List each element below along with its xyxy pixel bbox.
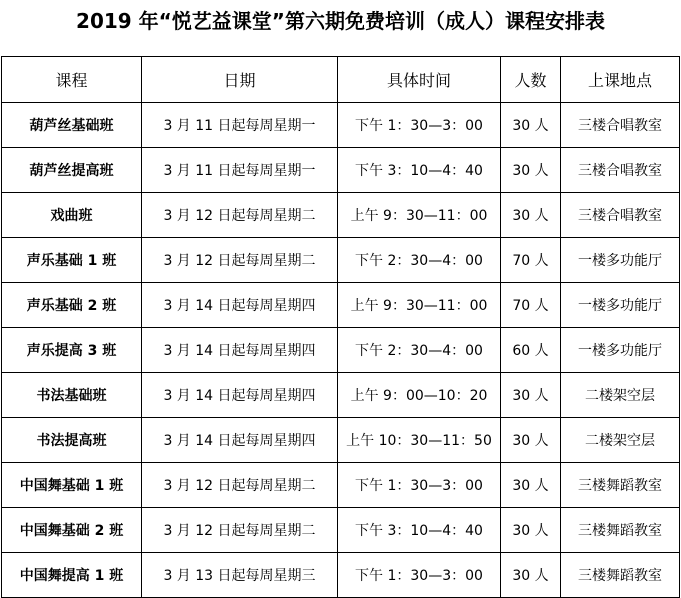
date-cell: 3 月 14 日起每周星期四 xyxy=(142,418,338,463)
count-cell: 70 人 xyxy=(501,238,561,283)
location-cell: 三楼舞蹈教室 xyxy=(561,463,680,508)
table-row xyxy=(2,508,680,553)
table-row xyxy=(2,103,680,148)
date-cell: 3 月 12 日起每周星期二 xyxy=(142,463,338,508)
location-cell: 一楼多功能厅 xyxy=(561,238,680,283)
course-cell: 中国舞提高 1 班 xyxy=(2,553,142,598)
location-cell: 三楼舞蹈教室 xyxy=(561,508,680,553)
date-cell: 3 月 14 日起每周星期四 xyxy=(142,373,338,418)
header-course: 课程 xyxy=(2,57,142,103)
count-cell: 30 人 xyxy=(501,553,561,598)
document-title: 2019 年“悦艺益课堂”第六期免费培训（成人）课程安排表 xyxy=(76,9,605,33)
time-cell: 下午 1：30—3：00 xyxy=(338,553,501,598)
table-row xyxy=(2,148,680,193)
header-location: 上课地点 xyxy=(561,57,680,103)
count-cell: 30 人 xyxy=(501,148,561,193)
time-cell: 下午 3：10—4：40 xyxy=(338,508,501,553)
table-row xyxy=(2,373,680,418)
time-cell: 下午 1：30—3：00 xyxy=(338,463,501,508)
count-cell: 30 人 xyxy=(501,418,561,463)
header-count: 人数 xyxy=(501,57,561,103)
course-cell: 葫芦丝基础班 xyxy=(2,103,142,148)
date-cell: 3 月 11 日起每周星期一 xyxy=(142,103,338,148)
course-cell: 声乐基础 2 班 xyxy=(2,283,142,328)
table-row xyxy=(2,418,680,463)
location-cell: 二楼架空层 xyxy=(561,373,680,418)
header-date: 日期 xyxy=(142,57,338,103)
table-row xyxy=(2,463,680,508)
date-cell: 3 月 11 日起每周星期一 xyxy=(142,148,338,193)
time-cell: 上午 10：30—11：50 xyxy=(338,418,501,463)
table-row xyxy=(2,328,680,373)
course-cell: 声乐基础 1 班 xyxy=(2,238,142,283)
location-cell: 三楼合唱教室 xyxy=(561,193,680,238)
location-cell: 三楼舞蹈教室 xyxy=(561,553,680,598)
table-row xyxy=(2,283,680,328)
table-header-row xyxy=(2,57,680,103)
course-cell: 书法提高班 xyxy=(2,418,142,463)
course-cell: 书法基础班 xyxy=(2,373,142,418)
course-cell: 中国舞基础 1 班 xyxy=(2,463,142,508)
location-cell: 一楼多功能厅 xyxy=(561,328,680,373)
table-row xyxy=(2,553,680,598)
time-cell: 下午 2：30—4：00 xyxy=(338,238,501,283)
course-cell: 声乐提高 3 班 xyxy=(2,328,142,373)
location-cell: 一楼多功能厅 xyxy=(561,283,680,328)
date-cell: 3 月 12 日起每周星期二 xyxy=(142,193,338,238)
time-cell: 上午 9：30—11：00 xyxy=(338,283,501,328)
count-cell: 30 人 xyxy=(501,193,561,238)
date-cell: 3 月 12 日起每周星期二 xyxy=(142,508,338,553)
time-cell: 下午 1：30—3：00 xyxy=(338,103,501,148)
time-cell: 下午 2：30—4：00 xyxy=(338,328,501,373)
course-cell: 戏曲班 xyxy=(2,193,142,238)
count-cell: 70 人 xyxy=(501,283,561,328)
date-cell: 3 月 12 日起每周星期二 xyxy=(142,238,338,283)
count-cell: 30 人 xyxy=(501,508,561,553)
location-cell: 三楼合唱教室 xyxy=(561,103,680,148)
count-cell: 60 人 xyxy=(501,328,561,373)
table-row xyxy=(2,193,680,238)
location-cell: 三楼合唱教室 xyxy=(561,148,680,193)
count-cell: 30 人 xyxy=(501,463,561,508)
course-cell: 中国舞基础 2 班 xyxy=(2,508,142,553)
time-cell: 上午 9：30—11：00 xyxy=(338,193,501,238)
date-cell: 3 月 13 日起每周星期三 xyxy=(142,553,338,598)
date-cell: 3 月 14 日起每周星期四 xyxy=(142,283,338,328)
time-cell: 上午 9：00—10：20 xyxy=(338,373,501,418)
schedule-table xyxy=(1,56,680,598)
time-cell: 下午 3：10—4：40 xyxy=(338,148,501,193)
count-cell: 30 人 xyxy=(501,103,561,148)
table-row xyxy=(2,238,680,283)
date-cell: 3 月 14 日起每周星期四 xyxy=(142,328,338,373)
header-time: 具体时间 xyxy=(338,57,501,103)
location-cell: 二楼架空层 xyxy=(561,418,680,463)
course-cell: 葫芦丝提高班 xyxy=(2,148,142,193)
count-cell: 30 人 xyxy=(501,373,561,418)
